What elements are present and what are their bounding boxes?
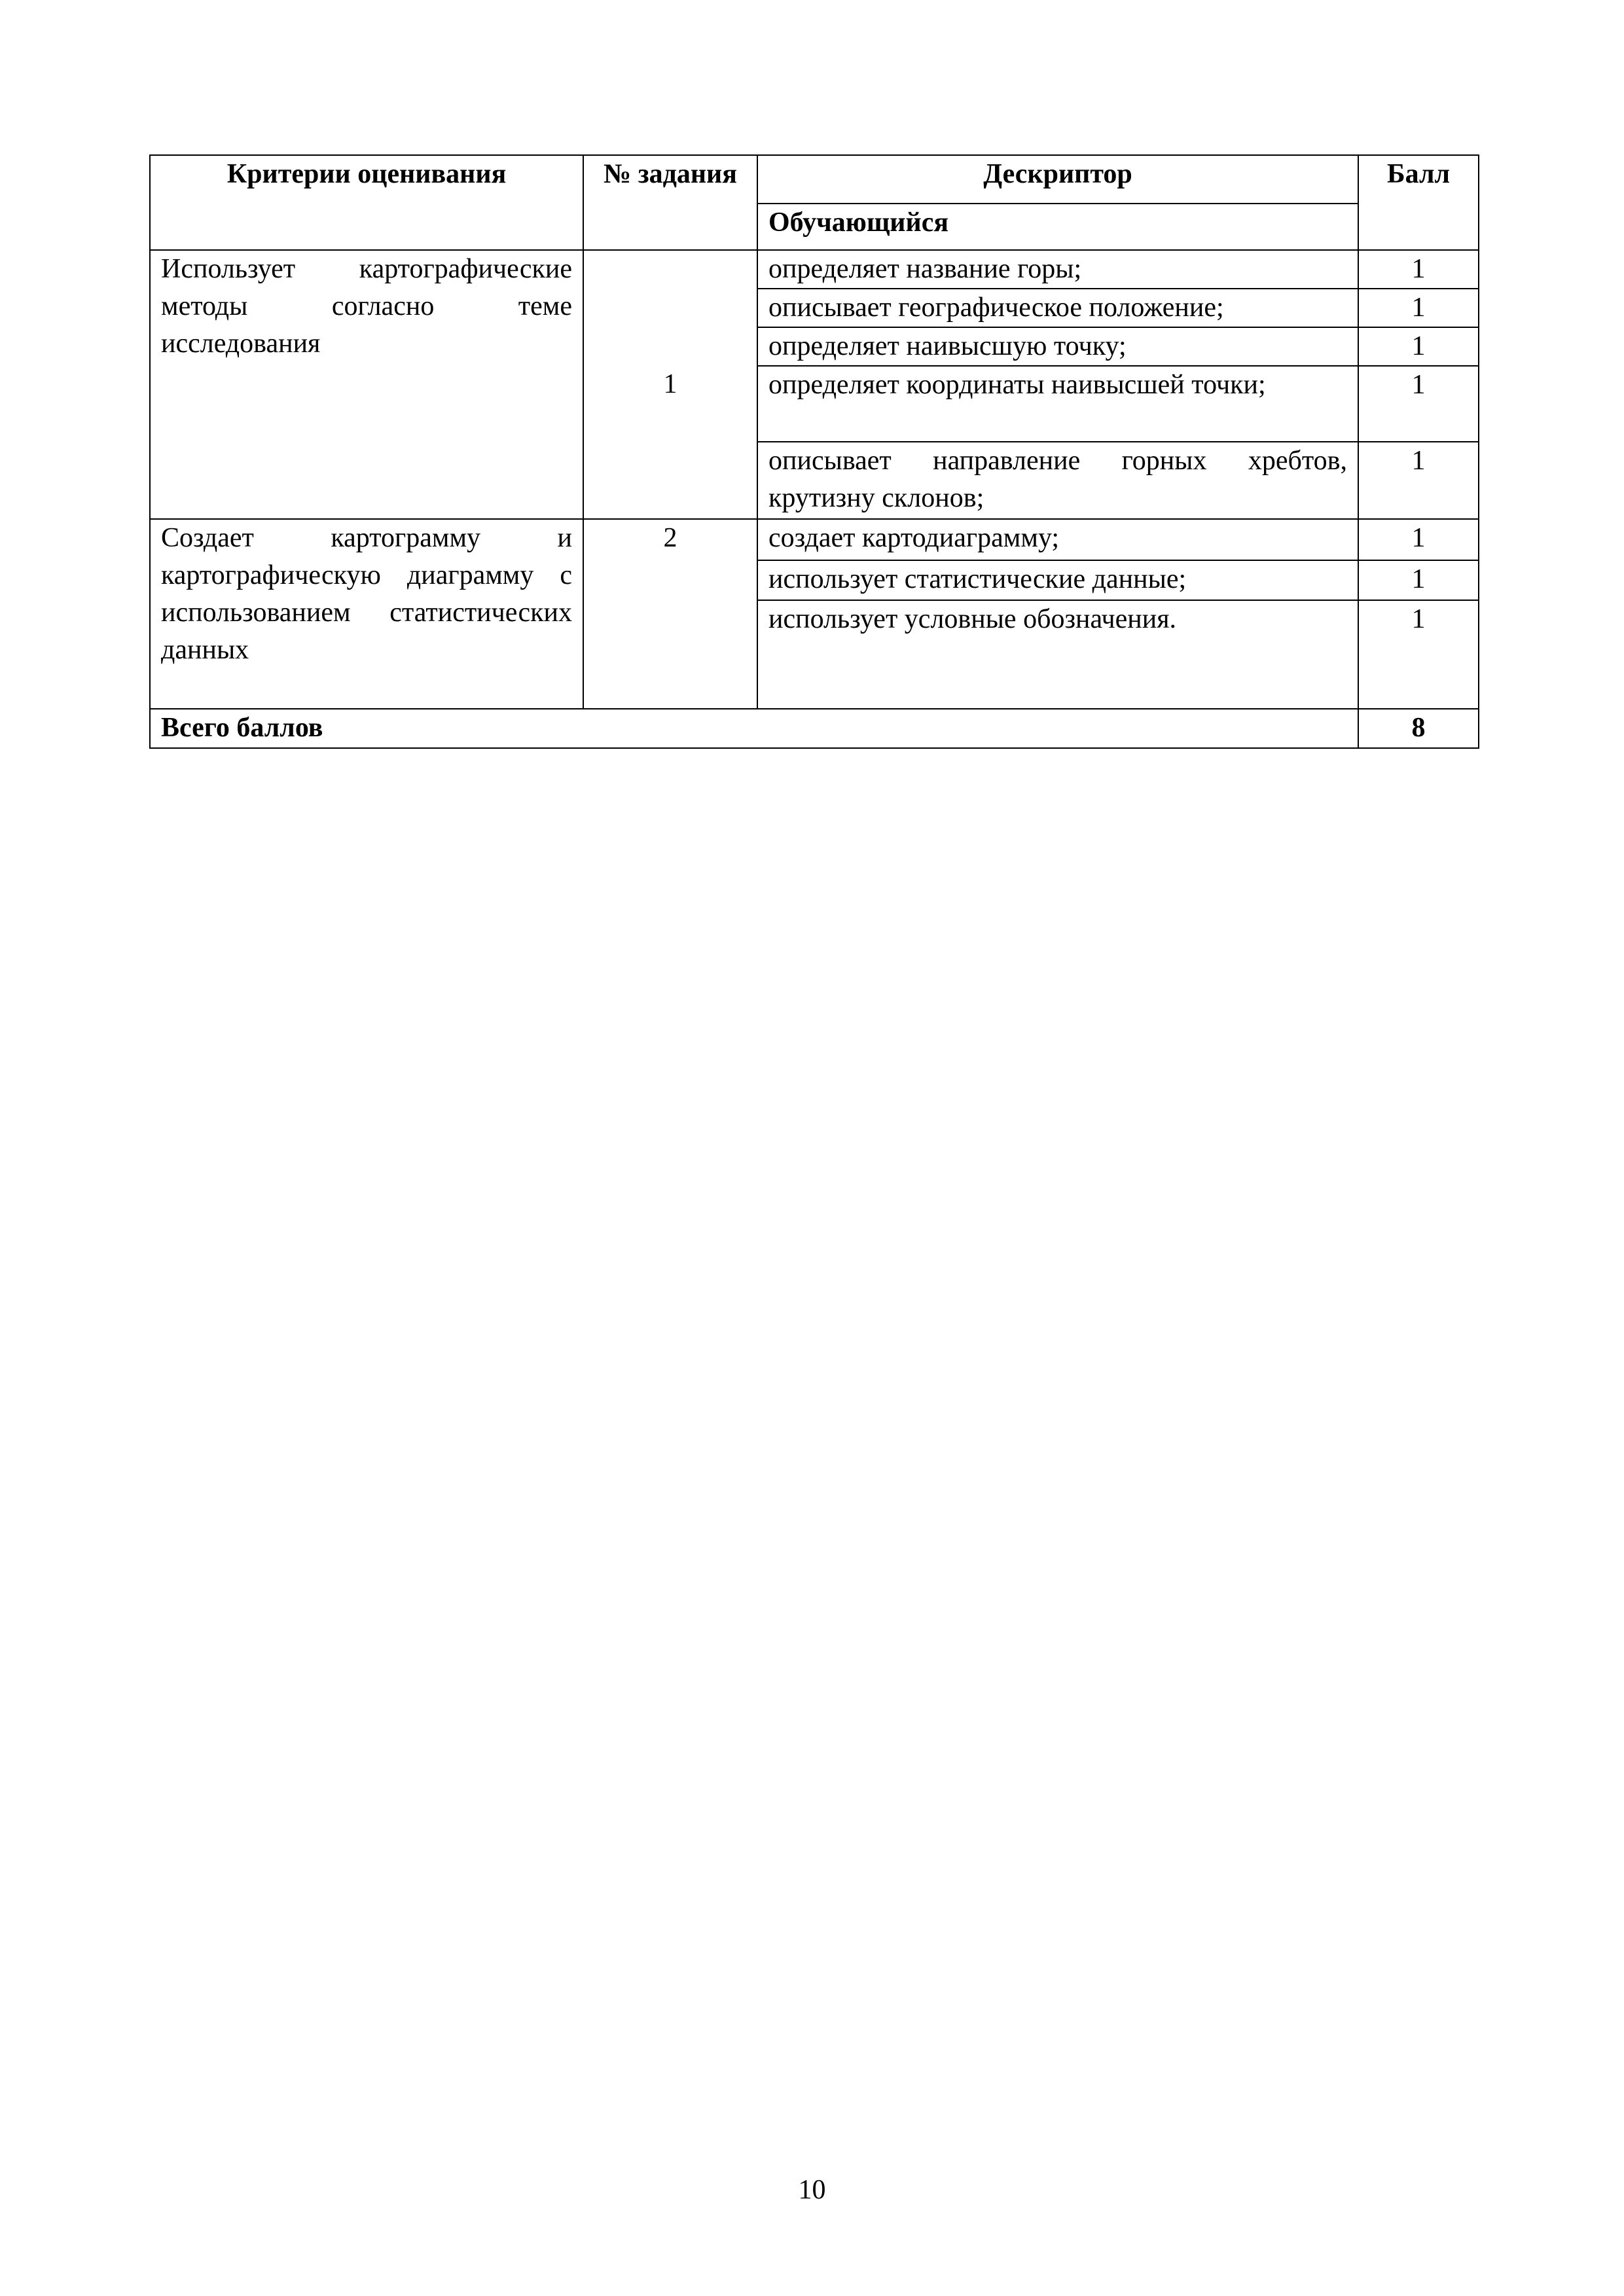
score-cell: 1 xyxy=(1358,600,1479,709)
descriptor-cell: определяет название горы; xyxy=(757,250,1358,289)
task-number-cell: 2 xyxy=(583,519,757,709)
score-header: Балл xyxy=(1358,155,1479,250)
score-cell: 1 xyxy=(1358,560,1479,600)
criteria-header: Критерии оценивания xyxy=(150,155,583,250)
table-row xyxy=(150,519,1479,560)
descriptor-subheader: Обучающийся xyxy=(757,204,1358,250)
descriptor-cell: определяет наивысшую точку; xyxy=(757,327,1358,366)
total-label: Всего баллов xyxy=(150,709,1358,748)
descriptor-cell: описывает географическое положение; xyxy=(757,289,1358,327)
score-cell: 1 xyxy=(1358,519,1479,560)
score-cell: 1 xyxy=(1358,327,1479,366)
score-cell: 1 xyxy=(1358,250,1479,289)
criterion-cell: Использует картографические методы согласно теме исследования xyxy=(150,250,583,519)
descriptor-cell: описывает направление горных хребтов, крутизну склонов; xyxy=(757,442,1358,519)
task-number-header: № задания xyxy=(583,155,757,250)
descriptor-header: Дескриптор xyxy=(757,155,1358,204)
descriptor-cell: определяет координаты наивысшей точки; xyxy=(757,366,1358,442)
table-row xyxy=(150,250,1479,289)
header-row xyxy=(150,155,1479,204)
descriptor-cell: использует условные обозначения. xyxy=(757,600,1358,709)
assessment-rubric-table xyxy=(149,154,1479,749)
descriptor-cell: создает картодиаграмму; xyxy=(757,519,1358,560)
total-score: 8 xyxy=(1358,709,1479,748)
score-cell: 1 xyxy=(1358,289,1479,327)
task-number-cell: 1 xyxy=(583,250,757,519)
criterion-cell: Создает картограмму и картографическую диаграмму с использованием статистических данных xyxy=(150,519,583,709)
score-cell: 1 xyxy=(1358,442,1479,519)
page-number: 10 xyxy=(798,2175,826,2205)
total-row xyxy=(150,709,1479,748)
score-cell: 1 xyxy=(1358,366,1479,442)
descriptor-cell: использует статистические данные; xyxy=(757,560,1358,600)
